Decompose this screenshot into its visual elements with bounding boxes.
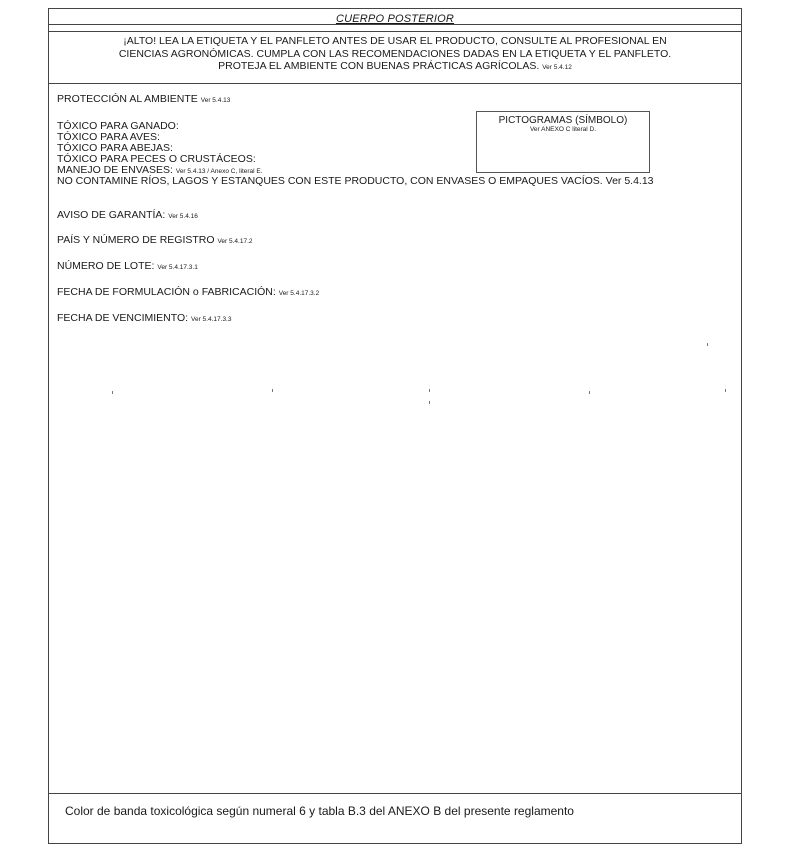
field-label: FECHA DE VENCIMIENTO: (57, 312, 189, 324)
scan-speck (589, 391, 590, 394)
scan-speck (429, 401, 430, 404)
field-ref: Ver 5.4.17.3.1 (157, 264, 198, 271)
pictogram-box (476, 111, 650, 173)
warning-line-1: ¡ALTO! LEA LA ETIQUETA Y EL PANFLETO ANTES DE USAR EL PRODUCTO, CONSULTE AL PROFESIONAL EN (123, 35, 667, 47)
warning-box (49, 31, 741, 84)
toxic-ganado: TÓXICO PARA GANADO: (57, 120, 179, 132)
warning-line-2: CIENCIAS AGRONÓMICAS. CUMPLA CON LAS RECOMENDACIONES DADAS EN LA ETIQUETA Y EL PANFLETO. (118, 47, 672, 60)
expiry-date-field (57, 312, 231, 326)
footer-box (49, 793, 741, 844)
toxic-peces: TÓXICO PARA PECES O CRUSTÁCEOS: (57, 153, 256, 165)
field-ref: Ver 5.4.17.2 (217, 238, 253, 245)
envases-label: MANEJO DE ENVASES: (57, 164, 173, 176)
field-ref: Ver 5.4.16 (168, 213, 198, 220)
toxic-abejas: TÓXICO PARA ABEJAS: (57, 142, 173, 154)
warning-ref: Ver 5.4.12 (542, 64, 572, 71)
formulation-date-field (57, 286, 319, 300)
warranty-notice (57, 209, 198, 223)
envases-ref: Ver 5.4.13 / Anexo C, literal E. (175, 168, 263, 175)
pictogram-title: PICTOGRAMAS (SÍMBOLO) (498, 115, 628, 126)
registration-field (57, 234, 253, 248)
field-ref: Ver 5.4.17.3.3 (191, 316, 232, 323)
field-ref: Ver 5.4.17.3.2 (278, 290, 320, 297)
env-ref: Ver 5.4.13 (200, 97, 231, 104)
scan-speck (725, 389, 726, 392)
field-label: FECHA DE FORMULACIÓN o FABRICACIÓN: (57, 286, 276, 298)
scan-speck (429, 389, 430, 392)
scan-speck (112, 391, 113, 394)
toxicology-band-note: Color de banda toxicológica según numeral 6 y tabla B.3 del ANEXO B del presente reglamento (65, 804, 574, 818)
field-label: NÚMERO DE LOTE: (57, 260, 155, 272)
lot-number-field (57, 260, 198, 274)
contamine-ref: Ver 5.4.13 (605, 175, 654, 187)
page-title: CUERPO POSTERIOR (335, 13, 455, 25)
label-document (48, 8, 742, 844)
pictogram-ref: Ver ANEXO C literal D. (529, 126, 597, 133)
scan-speck (707, 343, 708, 346)
toxic-aves: TÓXICO PARA AVES: (57, 131, 160, 143)
env-label: PROTECCIÓN AL AMBIENTE (57, 93, 198, 105)
title-bar (49, 9, 741, 25)
no-contamine (57, 175, 654, 187)
field-label: AVISO DE GARANTÍA: (57, 209, 166, 221)
env-protection (57, 93, 230, 107)
contamine-text: NO CONTAMINE RÍOS, LAGOS Y ESTANQUES CON ESTE PRODUCTO, CON ENVASES O EMPAQUES VACÍOS. (57, 175, 603, 187)
field-label: PAÍS Y NÚMERO DE REGISTRO (57, 234, 215, 246)
warning-line-3-text: PROTEJA EL AMBIENTE CON BUENAS PRÁCTICAS AGRÍCOLAS. (218, 60, 540, 72)
warning-line-3 (49, 60, 741, 75)
scan-speck (272, 389, 273, 392)
